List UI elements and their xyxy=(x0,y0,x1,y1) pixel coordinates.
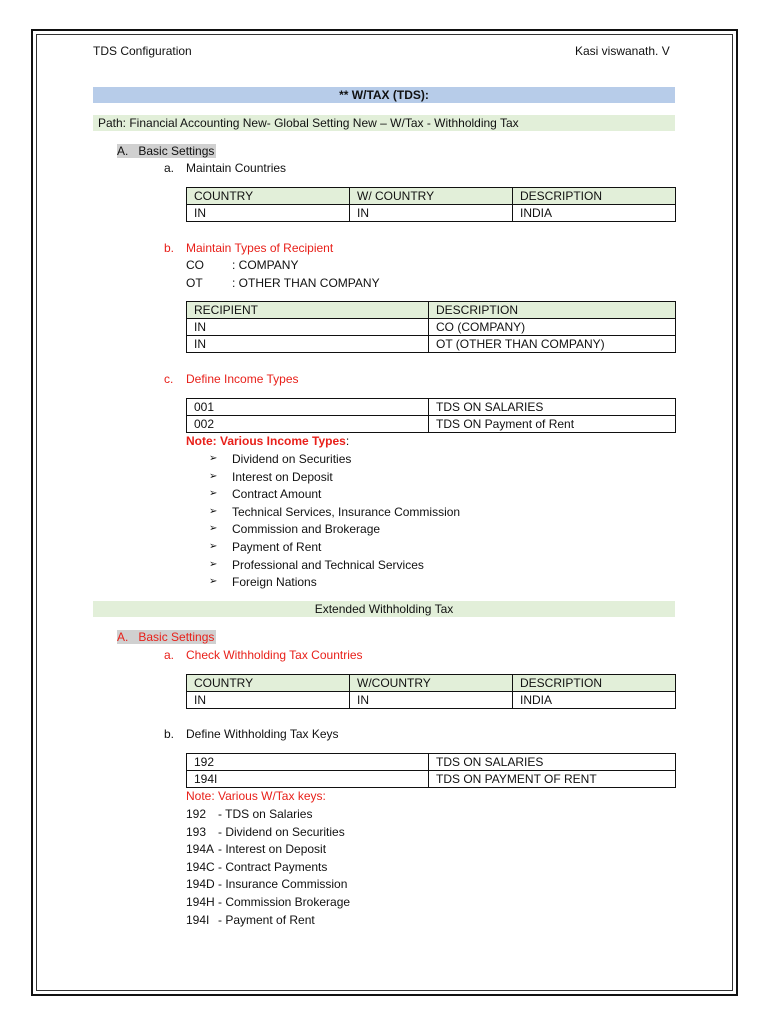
table-header-cell: COUNTRY xyxy=(187,188,350,205)
list-item: Professional and Technical Services xyxy=(232,557,424,572)
table-header-cell: COUNTRY xyxy=(187,675,350,692)
wht-key-code: 193 xyxy=(186,824,207,839)
table-cell: TDS ON SALARIES xyxy=(429,754,676,771)
table-row xyxy=(187,771,676,788)
recipient-desc: : OTHER THAN COMPANY xyxy=(232,276,380,290)
wht-key-desc: - Dividend on Securities xyxy=(218,824,345,839)
table-row xyxy=(187,754,676,771)
wht-keys-note: Note: Various W/Tax keys: xyxy=(186,789,326,803)
list-item: Interest on Deposit xyxy=(232,469,333,484)
table-cell: IN xyxy=(187,205,350,222)
item-b-marker: b. xyxy=(164,241,175,255)
arrow-bullet-icon: ➢ xyxy=(209,488,218,500)
arrow-bullet-icon: ➢ xyxy=(209,505,218,517)
table-cell: 001 xyxy=(187,399,429,416)
ext-item-a-label: Check Withholding Tax Countries xyxy=(186,648,363,662)
list-item: Dividend on Securities xyxy=(232,452,352,466)
income-types-note xyxy=(186,433,349,449)
item-a-label: Maintain Countries xyxy=(186,161,287,175)
table-row xyxy=(187,416,676,433)
table-header-cell: DESCRIPTION xyxy=(513,675,676,692)
countries-table xyxy=(186,187,676,222)
wht-keys-table xyxy=(186,753,676,788)
table-row xyxy=(187,319,676,336)
wht-key-code: 192 xyxy=(186,807,207,821)
item-c-label: Define Income Types xyxy=(186,372,299,386)
list-item: Commission and Brokerage xyxy=(232,522,381,537)
extended-section-label: Basic Settings xyxy=(138,630,215,644)
wht-key-code: 194I xyxy=(186,912,210,927)
arrow-bullet-icon: ➢ xyxy=(209,576,218,588)
table-header-row xyxy=(187,188,676,205)
table-row xyxy=(187,692,676,709)
recipient-code: CO xyxy=(186,258,204,272)
extended-section-marker: A. xyxy=(117,630,129,644)
ext-item-b-label: Define Withholding Tax Keys xyxy=(186,727,339,741)
header-doc-title: TDS Configuration xyxy=(93,44,192,58)
table-header-cell: W/COUNTRY xyxy=(350,675,513,692)
ext-item-a-marker: a. xyxy=(164,648,175,662)
ext-item-b-marker: b. xyxy=(164,727,175,741)
table-cell: TDS ON PAYMENT OF RENT xyxy=(429,771,676,788)
menu-path: Path: Financial Accounting New- Global Setting New – W/Tax - Withholding Tax xyxy=(93,115,675,131)
wht-key-code: 194C xyxy=(186,859,215,874)
table-cell: IN xyxy=(187,336,429,353)
table-cell: IN xyxy=(187,319,429,336)
table-cell: INDIA xyxy=(513,205,676,222)
wht-key-code: 194A xyxy=(186,842,215,857)
item-c-marker: c. xyxy=(164,372,174,386)
list-item: Foreign Nations xyxy=(232,575,317,590)
item-a-marker: a. xyxy=(164,161,175,175)
income-types-table xyxy=(186,398,676,433)
arrow-bullet-icon: ➢ xyxy=(209,541,218,552)
wht-key-desc: - Commission Brokerage xyxy=(218,895,351,909)
arrow-bullet-icon: ➢ xyxy=(209,523,218,535)
section-a-marker: A. xyxy=(117,144,129,158)
table-cell: 002 xyxy=(187,416,429,433)
table-row xyxy=(187,205,676,222)
table-cell: IN xyxy=(350,692,513,709)
table-header-cell: W/ COUNTRY xyxy=(350,188,513,205)
table-cell: TDS ON Payment of Rent xyxy=(429,416,676,433)
wht-key-code: 194D xyxy=(186,877,215,892)
wht-key-code: 194H xyxy=(186,895,215,909)
wht-key-desc: - Payment of Rent xyxy=(218,912,315,927)
table-cell: INDIA xyxy=(513,692,676,709)
extended-section-title: Extended Withholding Tax xyxy=(93,601,675,617)
recipient-desc: : COMPANY xyxy=(232,258,299,272)
list-item: Contract Amount xyxy=(232,487,322,502)
table-header-cell: RECIPIENT xyxy=(187,302,429,319)
wht-key-desc: - Insurance Commission xyxy=(218,877,348,892)
section-a-heading xyxy=(117,143,216,159)
wht-key-desc: - TDS on Salaries xyxy=(218,807,313,821)
wht-key-desc: - Interest on Deposit xyxy=(218,842,327,857)
arrow-bullet-icon: ➢ xyxy=(209,453,218,464)
recipient-table xyxy=(186,301,676,353)
table-cell: CO (COMPANY) xyxy=(429,319,676,336)
table-cell: TDS ON SALARIES xyxy=(429,399,676,416)
item-b-label: Maintain Types of Recipient xyxy=(186,241,334,255)
wht-countries-table xyxy=(186,674,676,709)
table-cell: IN xyxy=(350,205,513,222)
header-author: Kasi viswanath. V xyxy=(575,44,670,58)
wht-key-desc: - Contract Payments xyxy=(218,859,328,874)
table-header-row xyxy=(187,675,676,692)
recipient-code: OT xyxy=(186,276,203,290)
arrow-bullet-icon: ➢ xyxy=(209,470,218,482)
table-header-row xyxy=(187,302,676,319)
table-cell: 192 xyxy=(187,754,429,771)
table-header-cell: DESCRIPTION xyxy=(429,302,676,319)
table-cell: OT (OTHER THAN COMPANY) xyxy=(429,336,676,353)
table-row xyxy=(187,399,676,416)
arrow-bullet-icon: ➢ xyxy=(209,558,218,570)
extended-section-heading xyxy=(117,629,216,645)
note-colon: : xyxy=(345,434,350,448)
table-cell: IN xyxy=(187,692,350,709)
table-header-cell: DESCRIPTION xyxy=(513,188,676,205)
list-item: Payment of Rent xyxy=(232,540,322,554)
note-label: Note: Various Income Types xyxy=(186,434,346,448)
table-cell: 194I xyxy=(187,771,429,788)
page-title: ** W/TAX (TDS): xyxy=(93,87,675,103)
section-a-label: Basic Settings xyxy=(138,144,215,158)
table-row xyxy=(187,336,676,353)
list-item: Technical Services, Insurance Commission xyxy=(232,504,461,519)
